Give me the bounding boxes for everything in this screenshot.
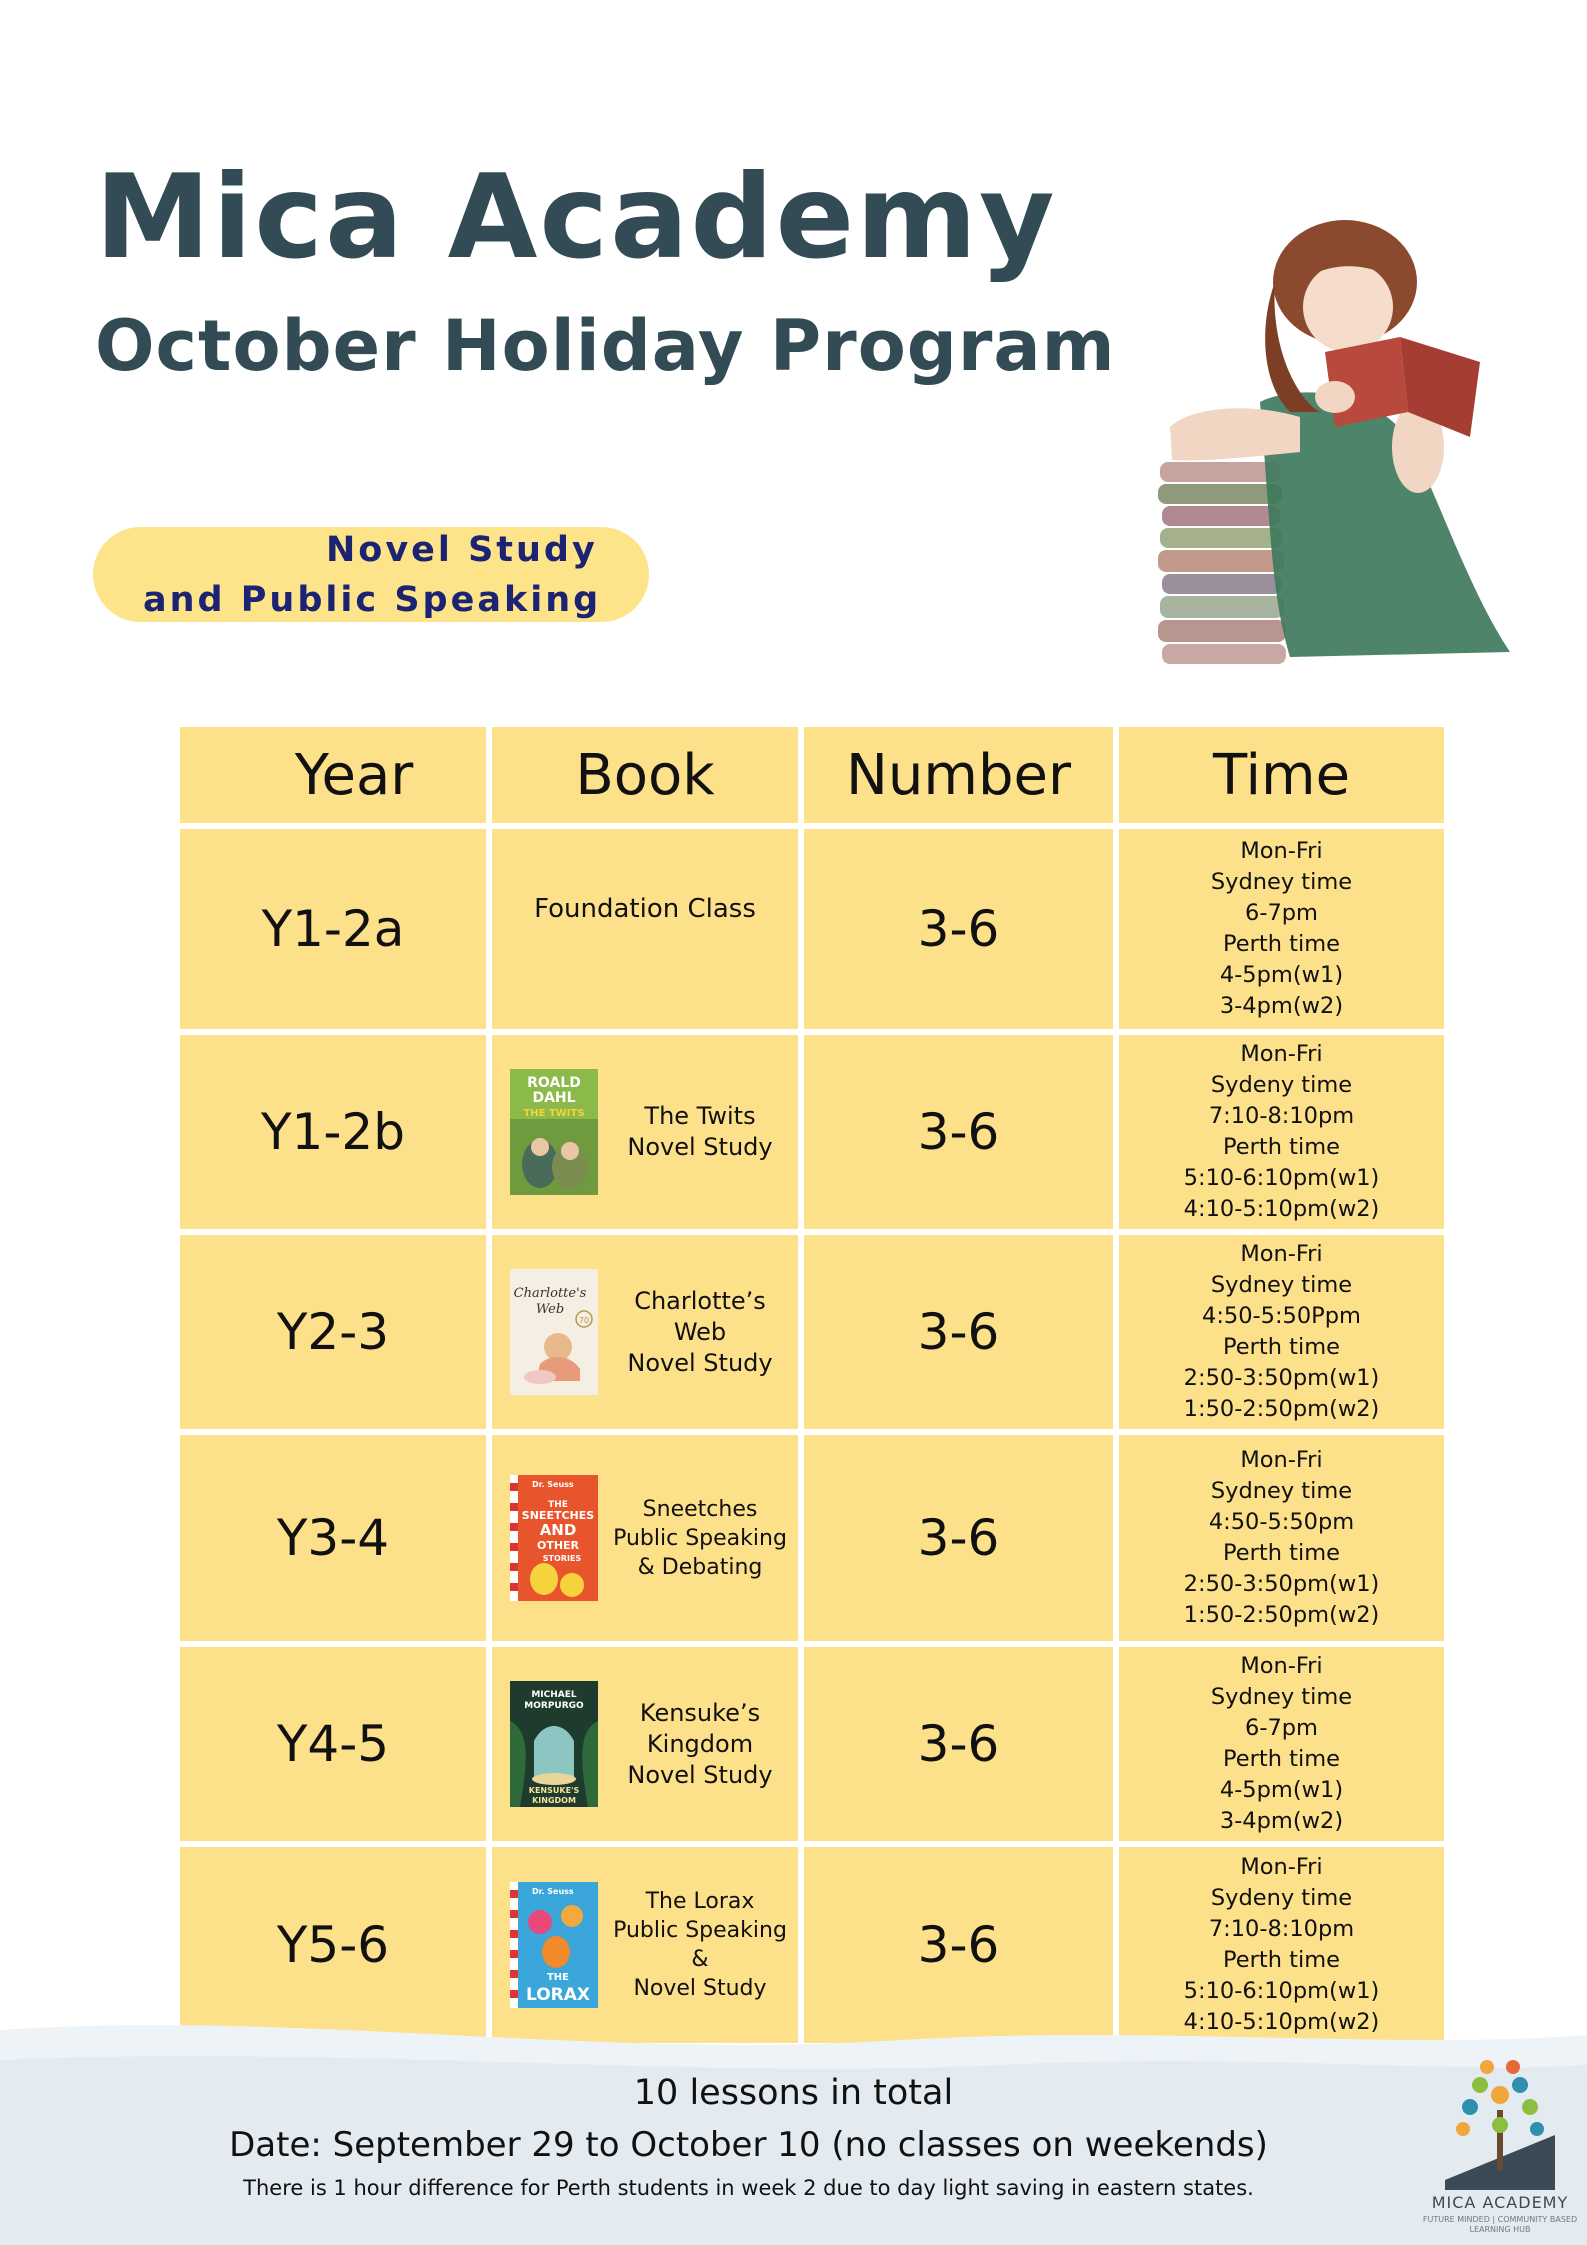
time-cell [1119, 1847, 1444, 2043]
time-line: 1:50-2:50pm(w2) [1183, 1396, 1380, 1422]
time-line: 4-5pm(w1) [1219, 962, 1344, 988]
time-line: 4-5pm(w1) [1219, 1777, 1344, 1803]
time-line: 6-7pm [1245, 1715, 1318, 1741]
time-cell [1119, 1647, 1444, 1841]
time-line: Mon-Fri [1240, 1447, 1323, 1473]
time-cell [1119, 1035, 1444, 1229]
time-line: 4:10-5:10pm(w2) [1183, 1196, 1380, 1222]
number-cell: 3-6 [804, 1035, 1113, 1229]
program-badge [93, 527, 649, 622]
program-badge-line2: and Public Speaking [143, 579, 602, 620]
year-cell: Y3-4 [180, 1435, 486, 1641]
time-line: 2:50-3:50pm(w1) [1183, 1365, 1380, 1391]
cover-text: SNEETCHES [521, 1509, 595, 1522]
cover-text: THE [546, 1972, 570, 1983]
time-line: Perth time [1223, 1134, 1340, 1160]
time-line: 4:10-5:10pm(w2) [1183, 2009, 1380, 2035]
book-cell [492, 1435, 798, 1641]
cover-text: KINGDOM [532, 1796, 576, 1805]
page-title: Mica Academy [95, 150, 1057, 285]
year-cell: Y1-2b [180, 1035, 486, 1229]
time-line: Mon-Fri [1240, 1653, 1323, 1679]
sneetches-cover-image [510, 1475, 598, 1601]
book-cell [492, 1647, 798, 1841]
time-line: 7:10-8:10pm [1208, 1916, 1355, 1942]
time-line: Mon-Fri [1240, 1854, 1323, 1880]
number-cell: 3-6 [804, 1435, 1113, 1641]
cover-text: LORAX [525, 1985, 591, 2005]
program-dates: Date: September 29 to October 10 (no classes on weekends) [229, 2125, 1268, 2165]
book-title [608, 1286, 792, 1379]
lessons-total: 10 lessons in total [633, 2073, 954, 2113]
charlottes-web-cover-image [510, 1269, 598, 1395]
cover-text: 70 [578, 1316, 590, 1325]
logo-tagline-line: LEARNING HUB [1469, 2225, 1531, 2234]
program-badge-line1: Novel Study [326, 529, 598, 570]
time-line: Perth time [1223, 931, 1340, 957]
table-row [180, 1035, 1444, 1229]
cover-text: THE TWITS [523, 1108, 585, 1119]
table-row [180, 1647, 1444, 1841]
time-line: 5:10-6:10pm(w1) [1183, 1978, 1380, 2004]
year-cell: Y1-2a [180, 829, 486, 1029]
cover-text: Charlotte's [513, 1286, 587, 1301]
number-cell: 3-6 [804, 1647, 1113, 1841]
perth-note: There is 1 hour difference for Perth students in week 2 due to day light saving in eastern states. [243, 2176, 1254, 2200]
book-title-line: Public Speaking & [613, 1918, 787, 1972]
cover-text: ROALD [527, 1075, 581, 1091]
twits-cover-image [510, 1069, 598, 1195]
time-line: Mon-Fri [1240, 1041, 1323, 1067]
logo-name: MICA ACADEMY [1431, 2193, 1569, 2212]
time-line: 4:50-5:50pm [1208, 1509, 1355, 1535]
schedule-table [174, 721, 1450, 2049]
book-title-line: Novel Study [627, 1348, 773, 1377]
year-cell: Y4-5 [180, 1647, 486, 1841]
book-title-line: Public Speaking [613, 1525, 787, 1551]
cover-text: MICHAEL [531, 1690, 577, 1700]
cover-text: STORIES [542, 1554, 582, 1563]
book-title-line: Kensuke’s [639, 1698, 761, 1727]
book-title [608, 1698, 792, 1791]
book-title-line: The Lorax [645, 1889, 755, 1914]
time-cell [1119, 829, 1444, 1029]
cover-text: MORPURGO [524, 1701, 584, 1711]
girl-reading-illustration [1150, 212, 1550, 672]
time-cell [1119, 1235, 1444, 1429]
book-title-line: Novel Study [633, 1976, 767, 2001]
time-line: Sydney time [1210, 869, 1353, 895]
book-title-line: Charlotte’s [634, 1286, 766, 1315]
cover-text: DAHL [532, 1090, 576, 1106]
book-title-line: & Debating [637, 1554, 763, 1580]
book-cell [492, 1847, 798, 2043]
time-line: 2:50-3:50pm(w1) [1183, 1571, 1380, 1597]
page-subtitle: October Holiday Program [95, 305, 1116, 387]
number-cell: 3-6 [804, 829, 1113, 1029]
time-line: Sydney time [1210, 1478, 1353, 1504]
time-line: 5:10-6:10pm(w1) [1183, 1165, 1380, 1191]
cover-text: KENSUKE'S [528, 1786, 580, 1795]
col-header-number: Number [804, 727, 1113, 823]
table-row [180, 829, 1444, 1029]
time-line: Mon-Fri [1240, 838, 1323, 864]
time-line: Perth time [1223, 1334, 1340, 1360]
logo-tagline [1405, 2215, 1587, 2235]
book-title [608, 1887, 792, 2003]
lorax-cover-image [510, 1882, 598, 2008]
number-cell: 3-6 [804, 1235, 1113, 1429]
book-title [608, 1101, 792, 1163]
book-title-line: The Twits [644, 1102, 756, 1130]
table-row [180, 1235, 1444, 1429]
time-line: Sydney time [1210, 1272, 1353, 1298]
number-cell: 3-6 [804, 1847, 1113, 2043]
book-cell [492, 1235, 798, 1429]
book-title-line: Web [673, 1317, 727, 1346]
book-title-line: Novel Study [627, 1760, 773, 1789]
cover-text: Web [535, 1302, 565, 1317]
book-title-line: Sneetches [642, 1496, 758, 1522]
time-cell [1119, 1435, 1444, 1641]
time-line: Perth time [1223, 1540, 1340, 1566]
time-line: 7:10-8:10pm [1208, 1103, 1355, 1129]
time-line: Sydney time [1210, 1684, 1353, 1710]
cover-text: Dr. Seuss [532, 1887, 574, 1896]
book-title-line: Novel Study [627, 1133, 773, 1161]
book-title-line: Kingdom [646, 1729, 754, 1758]
logo-tagline-line: FUTURE MINDED | COMMUNITY BASED [1422, 2215, 1578, 2224]
kensukes-kingdom-cover-image [510, 1681, 598, 1807]
book-cell [492, 1035, 798, 1229]
time-line: 3-4pm(w2) [1219, 1808, 1344, 1834]
time-line: 3-4pm(w2) [1219, 993, 1344, 1019]
time-line: 6-7pm [1245, 900, 1318, 926]
year-cell: Y5-6 [180, 1847, 486, 2043]
cover-text: Dr. Seuss [532, 1480, 574, 1489]
time-line: 4:50-5:50Ppm [1202, 1303, 1361, 1329]
col-header-year: Year [180, 727, 486, 823]
cover-text: AND [539, 1521, 577, 1539]
book-title: Foundation Class [534, 894, 756, 924]
table-row [180, 1435, 1444, 1641]
book-title [608, 1495, 792, 1582]
time-line: Mon-Fri [1240, 1241, 1323, 1267]
table-header-row [180, 727, 1444, 823]
time-line: Sydeny time [1210, 1072, 1353, 1098]
table-row [180, 1847, 1444, 2043]
time-line: 1:50-2:50pm(w2) [1183, 1602, 1380, 1628]
book-cell [492, 829, 798, 1029]
col-header-time: Time [1119, 727, 1444, 823]
year-cell: Y2-3 [180, 1235, 486, 1429]
time-line: Perth time [1223, 1746, 1340, 1772]
time-line: Perth time [1223, 1947, 1340, 1973]
cover-text: OTHER [536, 1539, 580, 1552]
time-line: Sydeny time [1210, 1885, 1353, 1911]
col-header-book: Book [492, 727, 798, 823]
cover-text: THE [548, 1500, 568, 1510]
